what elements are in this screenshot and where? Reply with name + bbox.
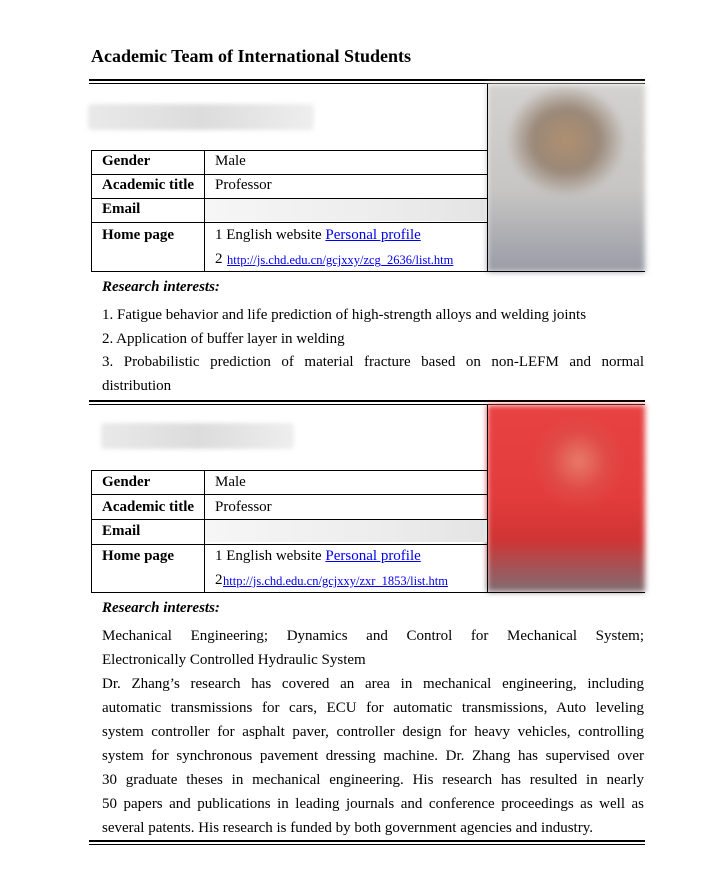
research-line: system controller for asphalt paver, controller design for heavy vehicles, controlling [102,724,644,740]
research-line: automatic transmissions for cars, ECU for automatic transmissions, Auto leveling [102,700,644,716]
home-page-label: Home page [102,548,175,564]
profile-url-link[interactable]: http://js.chd.edu.cn/gcjxxy/zcg_2636/list.htm [227,253,454,267]
home-page-line-1 [215,227,421,244]
profile-url-link[interactable]: http://js.chd.edu.cn/gcjxxy/zxr_1853/list.htm [223,574,448,588]
academic-title-label: Academic title [102,177,195,193]
academic-title-label: Academic title [102,499,195,515]
research-line: Mechanical Engineering; Dynamics and Control for Mechanical System; [102,628,644,644]
home-page-prefix: 1 English website [215,548,322,564]
bottom-divider [89,840,645,845]
research-item: 3. Probabilistic prediction of material fracture based on non-LEFM and normal [102,354,644,370]
redacted-name [101,423,294,449]
home-page-line-2 [215,572,223,589]
email-label: Email [102,201,141,217]
home-page-line-2 [215,251,223,268]
redacted-email [205,520,487,542]
home-page-label: Home page [102,227,175,243]
gender-label: Gender [102,474,151,490]
home-page-index: 2 [215,572,223,588]
research-interests-heading: Research interests: [102,600,220,616]
research-line: 30 graduate theses in mechanical engineering. His research has resulted in nearly [102,772,644,788]
research-line: Electronically Controlled Hydraulic System [102,652,366,668]
academic-title-value: Professor [215,499,272,515]
page-title: Academic Team of International Students [91,46,412,66]
research-line: 50 papers and publications in leading journals and conference proceedings as well as [102,796,644,812]
research-interests-heading: Research interests: [102,279,220,295]
research-item: distribution [102,378,172,394]
academic-title-value: Professor [215,177,272,193]
research-item: 1. Fatigue behavior and life prediction of high-strength alloys and welding joints [102,307,587,323]
gender-value: Male [215,474,246,490]
research-line: several patents. His research is funded by both government agencies and industry. [102,820,593,836]
gender-label: Gender [102,153,151,169]
redacted-name [88,104,314,130]
research-item: 2. Application of buffer layer in welding [102,331,345,347]
personal-profile-link[interactable]: Personal profile [325,227,421,243]
home-page-line-1 [215,548,421,565]
home-page-prefix: 1 English website [215,227,322,243]
home-page-index: 2 [215,251,223,267]
email-label: Email [102,523,141,539]
research-line: Dr. Zhang’s research has covered an area in mechanical engineering, including [102,676,644,692]
redacted-email [205,199,487,221]
research-line: system for synchronous pavement dressing machine. Dr. Zhang has supervised over [102,748,644,764]
gender-value: Male [215,153,246,169]
profile-photo [487,84,645,272]
profile-photo [487,405,645,592]
personal-profile-link[interactable]: Personal profile [325,548,421,564]
